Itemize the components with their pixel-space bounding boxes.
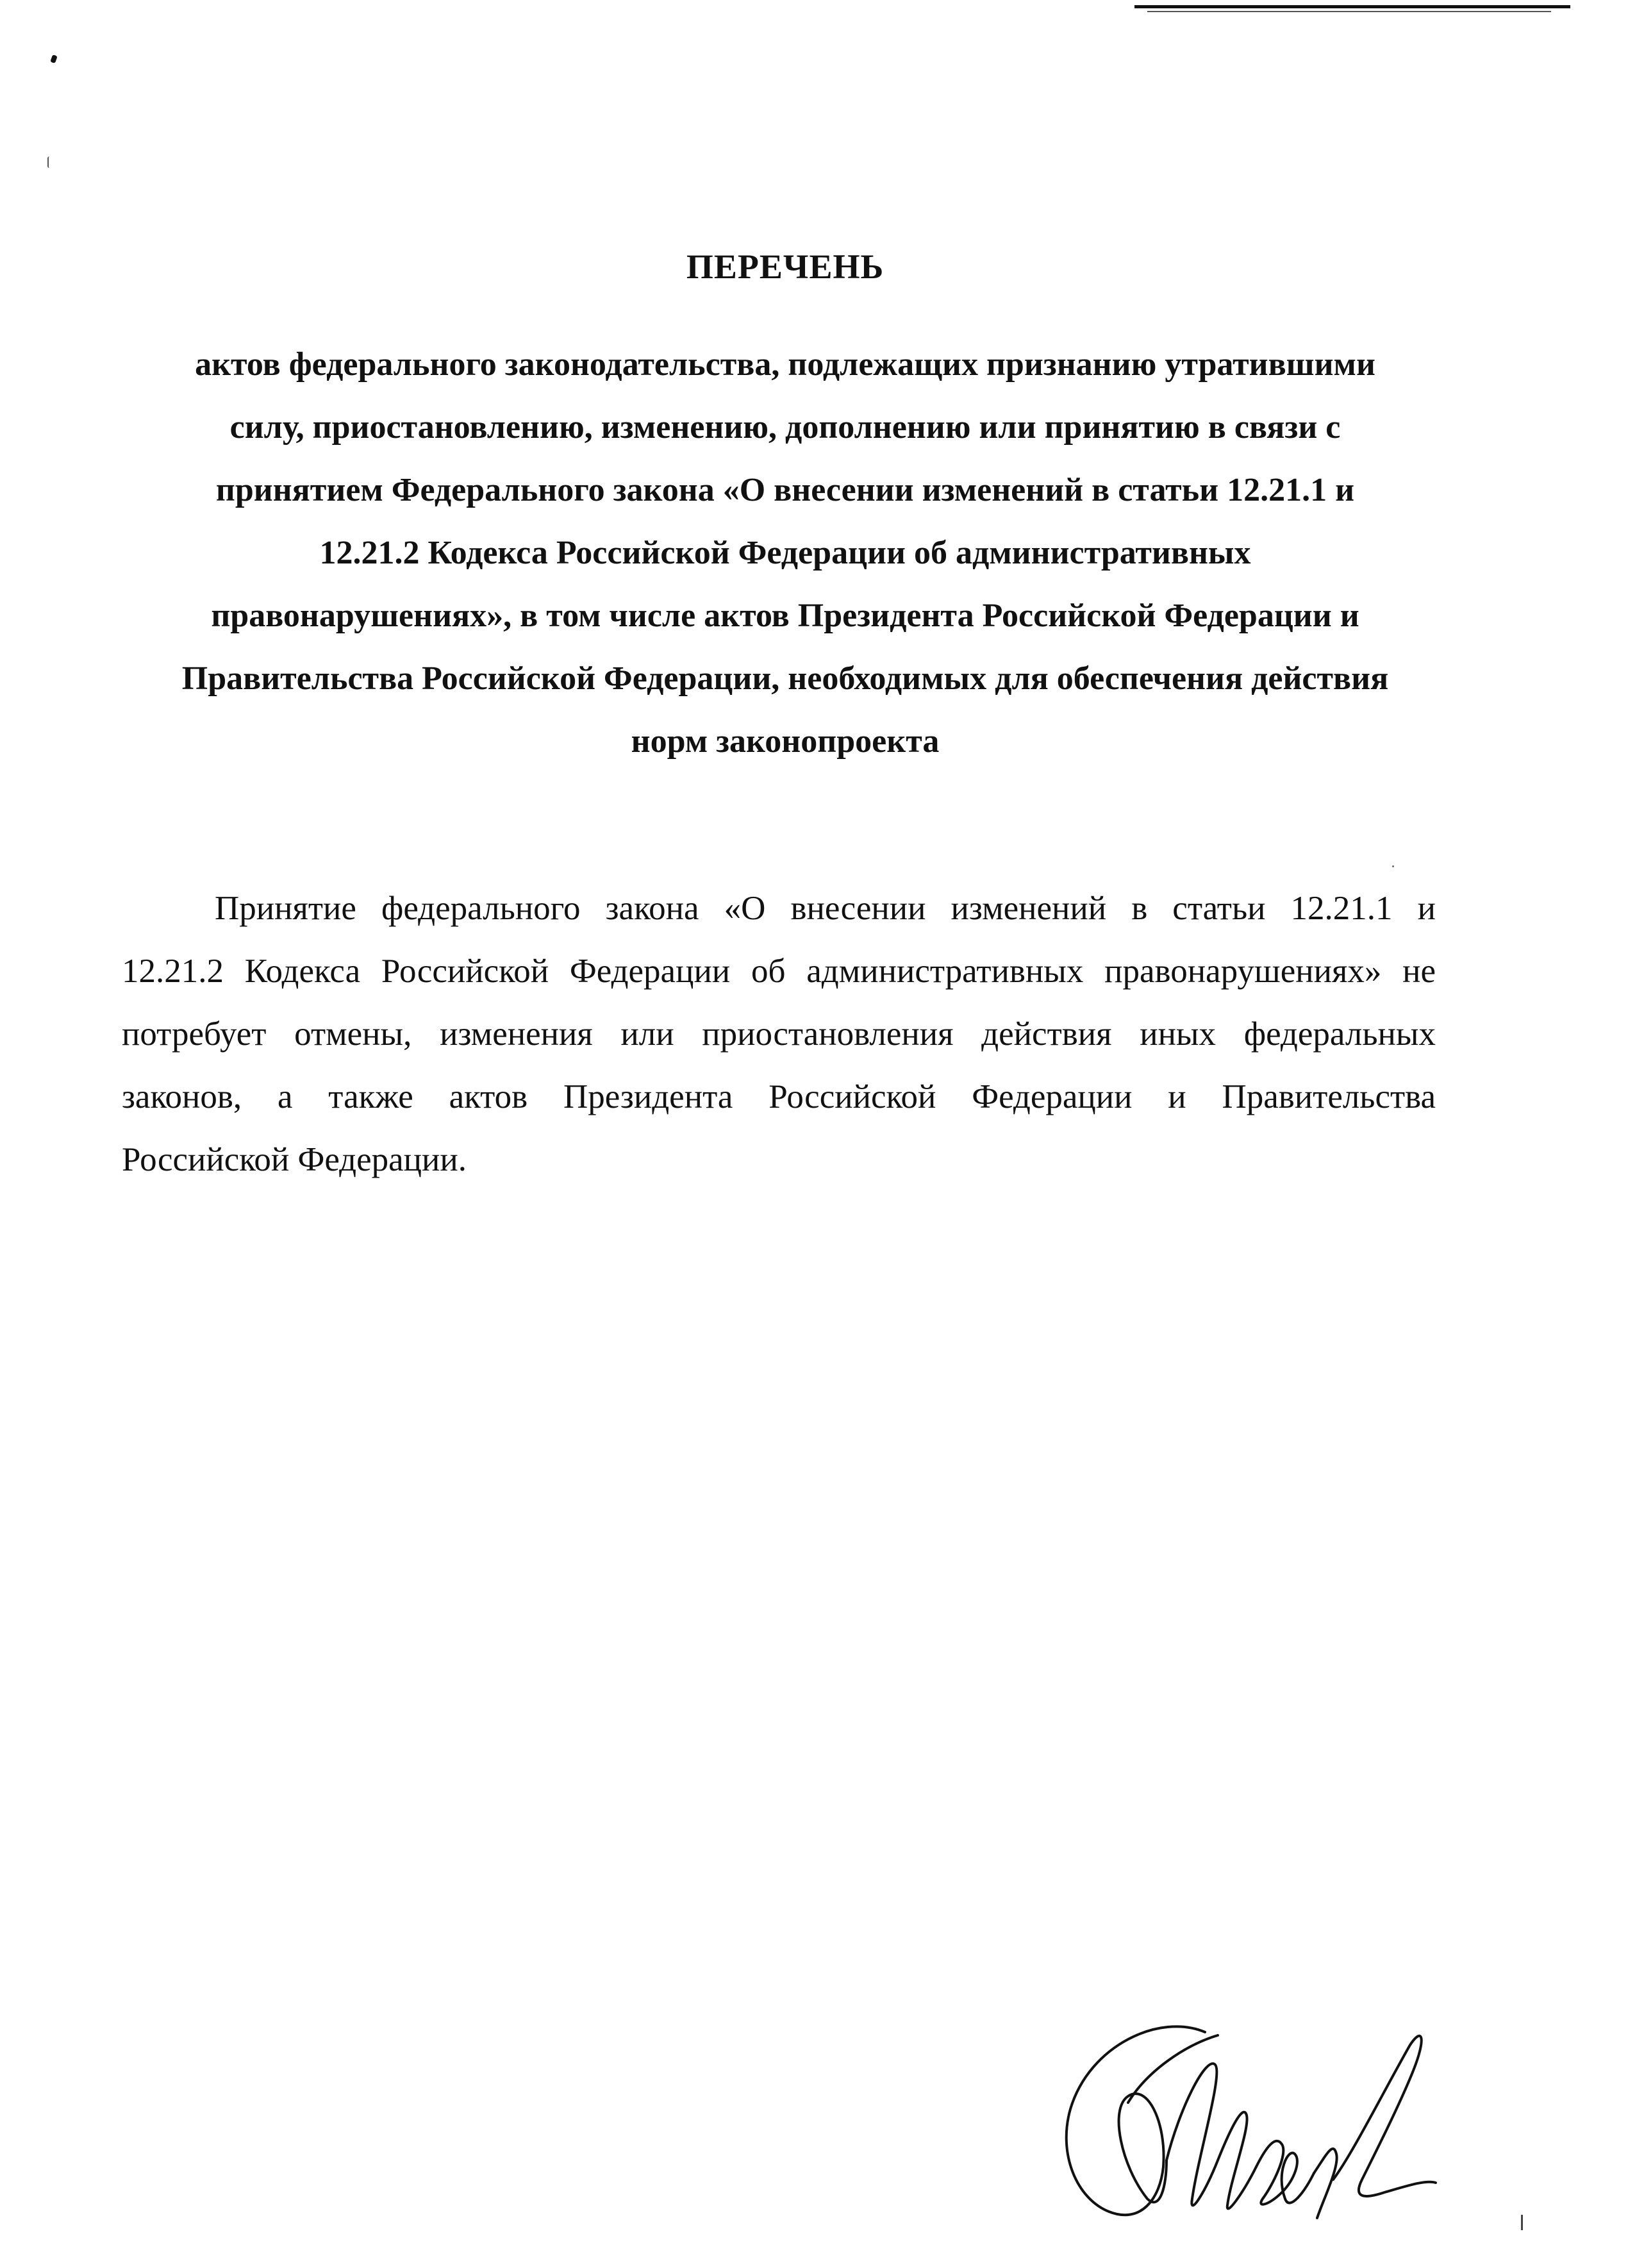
scan-speck	[50, 54, 58, 63]
body-line: Принятие федерального закона «О внесении изменений в статьи 12.21.1 и	[215, 890, 1436, 927]
subtitle-line: 12.21.2 Кодекса Российской Федерации об административных	[319, 535, 1251, 571]
page-mark	[1521, 2215, 1523, 2230]
body-line: потребует отмены, изменения или приостановления действия иных федеральных	[122, 1015, 1436, 1053]
subtitle-line: правонарушениях», в том числе актов Президента Российской Федерации и	[211, 597, 1359, 634]
subtitle-line: силу, приостановлению, изменению, дополнению или принятию в связи с	[229, 409, 1341, 446]
subtitle-line: норм законопроекта	[631, 723, 940, 760]
scan-speck	[1392, 865, 1394, 867]
scan-speck	[47, 156, 51, 168]
subtitle-line: принятием Федерального закона «О внесении изменений в статьи 12.21.1 и	[215, 472, 1355, 508]
body-line: законов, а также актов Президента Российской Федерации и Правительства	[122, 1078, 1436, 1115]
top-rule	[1134, 5, 1570, 8]
subtitle-line: Правительства Российской Федерации, необходимых для обеспечения действия	[181, 660, 1389, 697]
body-paragraph	[122, 877, 1436, 1191]
top-rule-thin	[1147, 11, 1551, 12]
subtitle-line: актов федерального законодательства, подлежащих признанию утратившими	[195, 346, 1375, 383]
body-line: Российской Федерации.	[122, 1141, 467, 1178]
body-line: 12.21.2 Кодекса Российской Федерации об административных правонарушениях» не	[122, 953, 1436, 990]
signature	[1051, 2006, 1449, 2224]
document-subtitle	[122, 333, 1449, 773]
document-title: ПЕРЕЧЕНЬ	[686, 247, 885, 286]
